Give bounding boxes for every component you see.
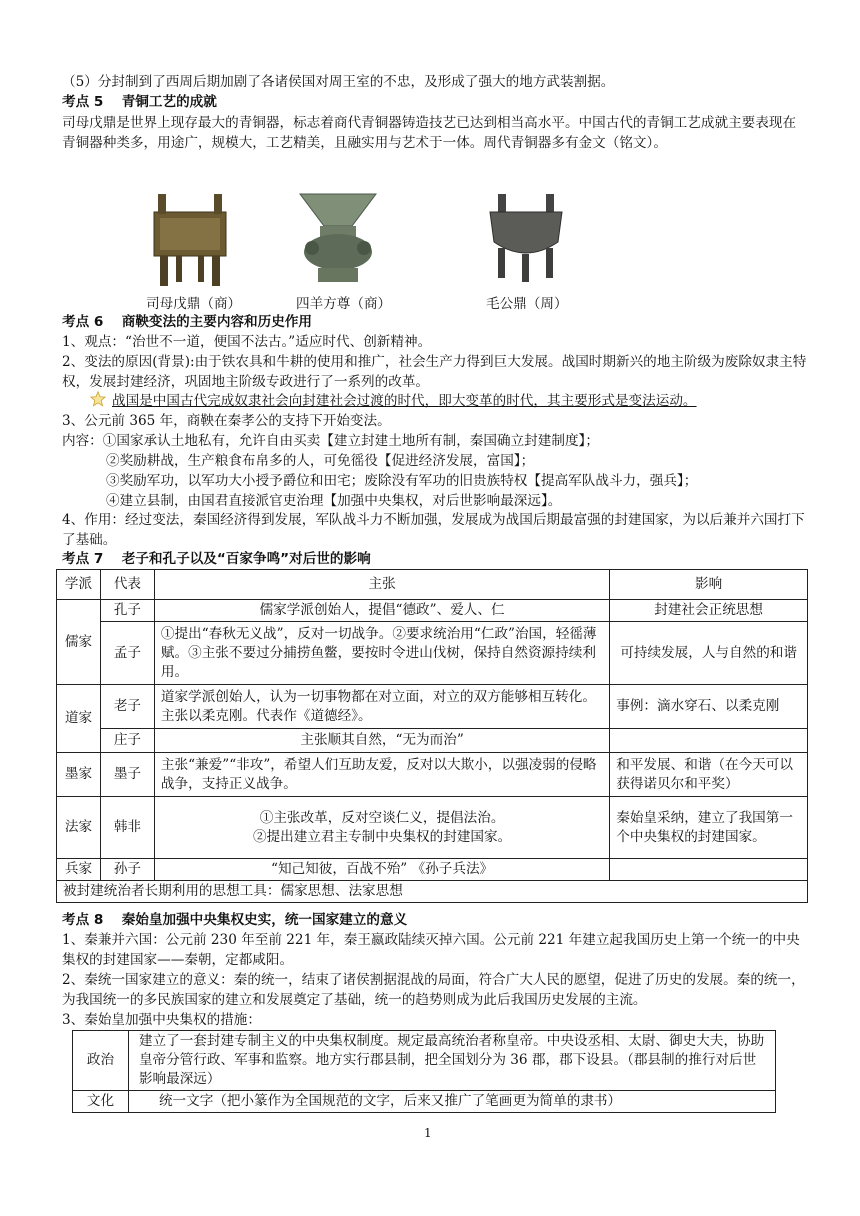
- rep-sunzi: 孙子: [100, 859, 154, 881]
- table-row: [73, 1031, 776, 1091]
- measure-culture-label: 文化: [73, 1091, 129, 1113]
- page-number: 1: [424, 1126, 432, 1140]
- infl-hanfei: 秦始皇采纳，建立了我国第一个中央集权的封建国家。: [610, 797, 808, 859]
- table-row: [57, 685, 808, 729]
- infl-zhuangzi: [610, 729, 808, 753]
- table-row: [57, 600, 808, 622]
- table-header-row: [57, 570, 808, 600]
- siyang-fangzun-image: [290, 190, 386, 286]
- rep-mengzi: 孟子: [100, 622, 154, 685]
- section-6-content-3: ③奖励军功，以军功大小授予爵位和田宅；废除没有军功的旧贵族特权【提高军队战斗力，强兵】；: [106, 473, 698, 489]
- section-6-content-1: 内容：①国家承认土地私有，允许自由买卖【建立封建土地所有制，秦国确立封建制度】；: [62, 433, 599, 449]
- infl-mengzi: 可持续发展，人与自然的和谐: [610, 622, 808, 685]
- table-row: [57, 729, 808, 753]
- rep-laozi: 老子: [100, 685, 154, 729]
- paragraph-fengjian: （5）分封制到了西周后期加剧了各诸侯国对周王室的不忠，及形成了强大的地方武装割据。: [62, 74, 615, 90]
- section-7-title: 考点 7 老子和孔子以及“百家争鸣”对后世的影响: [62, 551, 371, 567]
- star-icon: [90, 391, 106, 407]
- prop-mozi: 主张“兼爱”“非攻”，希望人们互助友爱，反对以大欺小，以强凌弱的侵略战争，支持正义战争。: [154, 753, 609, 797]
- section-6-effect: 4、作用：经过变法，秦国经济得到发展，军队战斗力不断加强，发展成为战国后期最富强的封建国家，为以后兼并六国打下了基础。: [62, 512, 805, 548]
- schools-table: [56, 569, 808, 903]
- prop-kongzi: 儒家学派创始人，提倡“德政”、爱人、仁: [154, 600, 609, 622]
- caption-simuwu-ding: 司母戊鼎（商）: [146, 296, 242, 312]
- caption-maogong-ding: 毛公鼎（周）: [486, 296, 568, 312]
- infl-sunzi: [610, 859, 808, 881]
- prop-sunzi: “知己知彼，百战不殆” 《孙子兵法》: [154, 859, 609, 881]
- prop-hanfei-line-2: ②提出建立君主专制中央集权的封建国家。: [252, 828, 512, 845]
- prop-zhuangzi: 主张顺其自然，“无为而治”: [154, 729, 609, 753]
- section-6-content-4: ④建立县制，由国君直接派官吏治理【加强中央集权，对后世影响最深远】。: [106, 493, 562, 509]
- table-row: [57, 753, 808, 797]
- section-8-title: 考点 8 秦始皇加强中央集权史实，统一国家建立的意义: [62, 912, 408, 928]
- maogong-ding-image: [484, 190, 568, 286]
- section-5-title: 考点 5 青铜工艺的成就: [62, 94, 217, 110]
- infl-mozi: 和平发展、和谐（在今天可以获得诺贝尔和平奖）: [610, 753, 808, 797]
- rep-hanfei: 韩非: [100, 797, 154, 859]
- school-mohist: 墨家: [57, 753, 101, 797]
- measure-politics-text: 建立了一套封建专制主义的中央集权制度。规定最高统治者称皇帝。中央设丞相、太尉、御史大夫，协助皇帝分管行政、军事和监察。地方实行郡县制，把全国划分为 36 郡，郡下设县。（郡县制的推行对后世影响最深远）: [128, 1031, 775, 1091]
- table-footer: 被封建统治者长期利用的思想工具：儒家思想、法家思想: [57, 881, 808, 903]
- school-taoist: 道家: [57, 685, 101, 753]
- section-6-start: 3、公元前 365 年，商鞅在秦孝公的支持下开始变法。: [62, 413, 391, 429]
- header-influence: 影响: [610, 570, 808, 600]
- prop-hanfei-line-1: ①主张改革，反对空谈仁义，提倡法治。: [259, 809, 505, 826]
- measure-culture-text: 统一文字（把小篆作为全国规范的文字，后来又推广了笔画更为简单的隶书）: [128, 1091, 775, 1113]
- section-8-measures: 3、秦始皇加强中央集权的措施：: [62, 1012, 261, 1028]
- header-school: 学派: [57, 570, 101, 600]
- infl-kongzi: 封建社会正统思想: [610, 600, 808, 622]
- measures-table: [72, 1030, 776, 1113]
- rep-kongzi: 孔子: [100, 600, 154, 622]
- section-6-content-2: ②奖励耕战，生产粮食布帛多的人，可免徭役【促进经济发展，富国】；: [106, 453, 535, 469]
- simuwu-ding-image: [140, 190, 240, 290]
- section-5-text: 司母戊鼎是世界上现存最大的青铜器，标志着商代青铜器铸造技艺已达到相当高水平。中国古代的青铜工艺成就主要表现在青铜器种类多，用途广，规模大，工艺精美，且融实用与艺术于一体。周代青铜器多有金文（铭文）。: [62, 115, 797, 151]
- table-row: [73, 1091, 776, 1113]
- header-proposition: 主张: [154, 570, 609, 600]
- section-6-title: 考点 6 商鞅变法的主要内容和历史作用: [62, 314, 313, 330]
- table-row: [57, 622, 808, 685]
- table-row: [57, 859, 808, 881]
- measure-politics-label: 政治: [73, 1031, 129, 1091]
- section-8-significance: 2、秦统一国家建立的意义：秦的统一，结束了诸侯割据混战的局面，符合广大人民的愿望，促进了历史的发展。秦的统一，为我国统一的多民族国家的建立和发展奠定了基础，统一的趋势则成为此后我国历史发展的主流。: [62, 972, 805, 1008]
- school-confucian: 儒家: [57, 600, 101, 685]
- prop-mengzi: ①提出“春秋无义战”，反对一切战争。②要求统治用“仁政”治国，轻徭薄赋。③主张不要过分捕捞鱼鳖，要按时令进山伐树，保持自然资源持续利用。: [154, 622, 609, 685]
- section-8-unification: 1、秦兼并六国：公元前 230 年至前 221 年，秦王嬴政陆续灭掉六国。公元前 221 年建立起我国历史上第一个统一的中央集权的封建国家——秦朝，定都咸阳。: [62, 932, 800, 968]
- section-6-star-note: 战国是中国古代完成奴隶社会向封建社会过渡的时代，即大变革的时代，其主要形式是变法运动。: [112, 393, 697, 409]
- prop-laozi: 道家学派创始人，认为一切事物都在对立面，对立的双方能够相互转化。主张以柔克刚。代表作《道德经》。: [154, 685, 609, 729]
- prop-hanfei: [154, 797, 609, 859]
- section-6-viewpoint: 1、观点：“治世不一道，便国不法古。”适应时代、创新精神。: [62, 334, 432, 350]
- school-military: 兵家: [57, 859, 101, 881]
- header-representative: 代表: [100, 570, 154, 600]
- infl-laozi: 事例：滴水穿石、以柔克刚: [610, 685, 808, 729]
- rep-mozi: 墨子: [100, 753, 154, 797]
- section-6-reason: 2、变法的原因(背景):由于铁农具和牛耕的使用和推广，社会生产力得到巨大发展。战国时期新兴的地主阶级为废除奴隶主特权，发展封建经济，巩固地主阶级专政进行了一系列的改革。: [62, 354, 807, 390]
- school-legalist: 法家: [57, 797, 101, 859]
- caption-siyang-fangzun: 四羊方尊（商）: [296, 296, 392, 312]
- table-footer-row: [57, 881, 808, 903]
- table-row: [57, 797, 808, 859]
- rep-zhuangzi: 庄子: [100, 729, 154, 753]
